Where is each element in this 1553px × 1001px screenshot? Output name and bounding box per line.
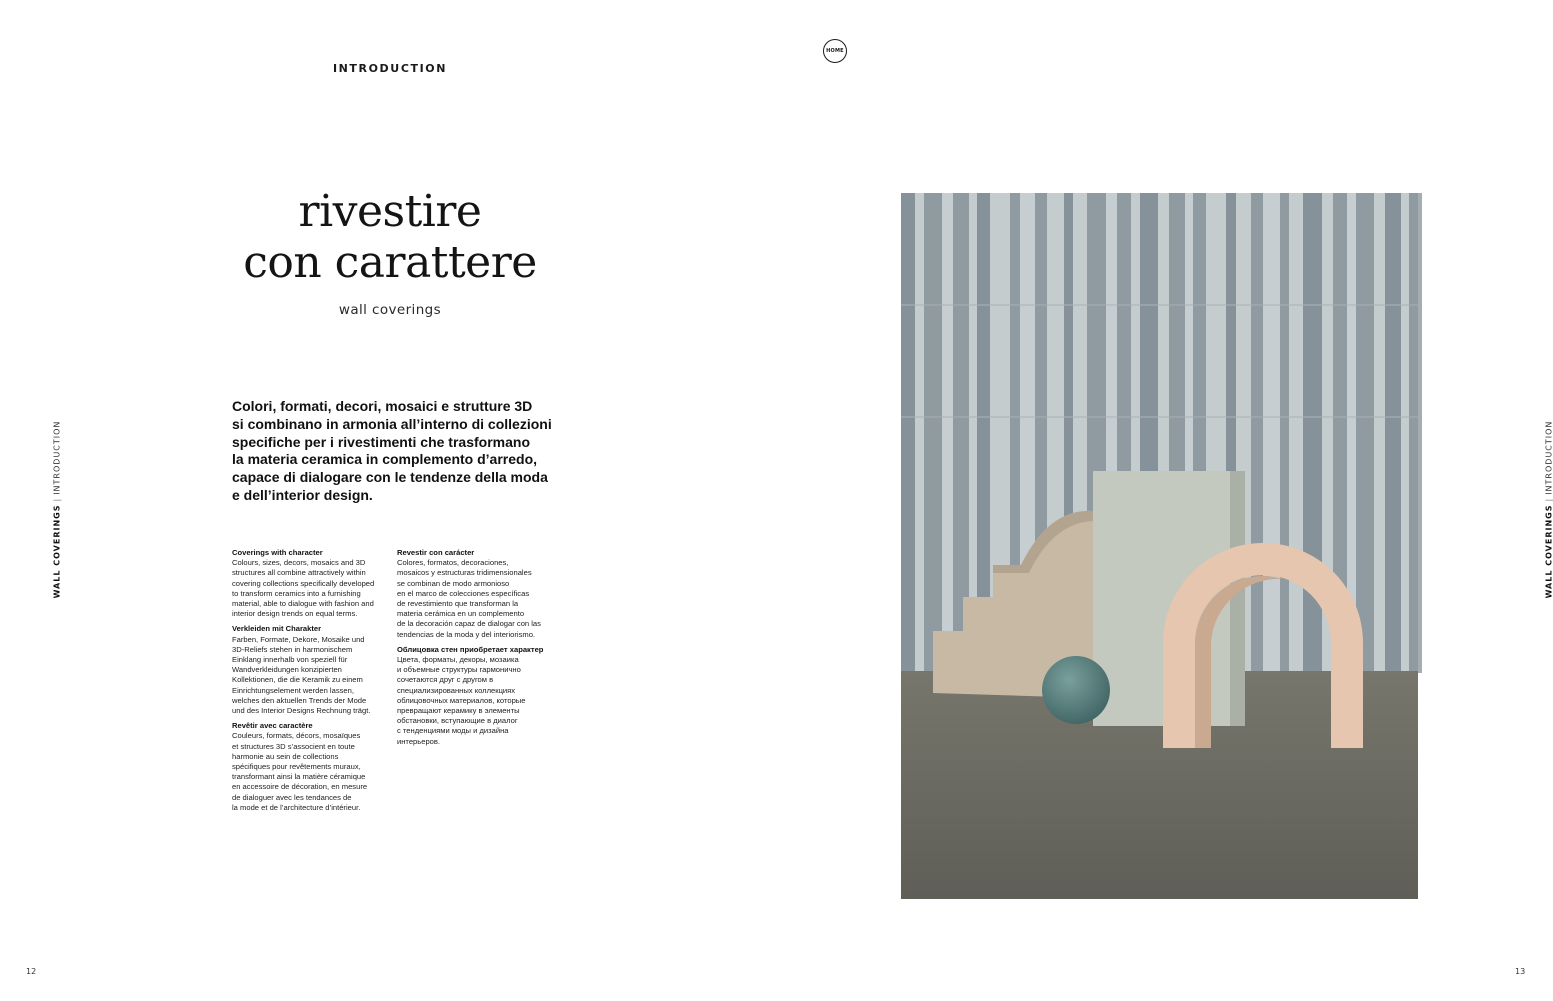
block-line: облицовочных материалов, которые: [397, 695, 526, 705]
page-title: [210, 186, 570, 288]
block-line: Colores, formatos, decoraciones,: [397, 558, 509, 568]
lead-line: si combinano in armonia all’interno di collezioni: [232, 415, 552, 432]
block-line: превращают керамику в элементы: [397, 706, 520, 716]
text-block-english: [232, 548, 392, 619]
wall-stripe: [1280, 193, 1289, 673]
block-line: de dialoguer avec les tendances de: [232, 792, 352, 802]
block-heading: Verkleiden mit Charakter: [232, 624, 322, 634]
pillar-side: [1230, 471, 1245, 726]
wall-stripe: [901, 193, 915, 673]
block-line: Couleurs, formats, décors, mosaïques: [232, 731, 361, 741]
sphere: [1042, 656, 1110, 724]
text-column-left: [232, 548, 392, 818]
page-subtitle: wall coverings: [338, 302, 442, 318]
side-label-right: [1544, 421, 1553, 599]
block-line: welches den aktuellen Trends der Mode: [232, 695, 367, 705]
title-line-1: rivestire: [298, 186, 482, 237]
side-label-separator: |: [1544, 497, 1553, 502]
block-line: с тенденциями моды и дизайна: [397, 726, 509, 736]
wall-stripe: [1356, 193, 1374, 673]
lead-paragraph: [232, 398, 562, 505]
block-line: transformant ainsi la matière céramique: [232, 772, 366, 782]
block-line: harmonie au sein de collections: [232, 751, 339, 761]
block-line: et structures 3D s’associent en toute: [232, 741, 355, 751]
side-label-strong: WALL COVERINGS: [1544, 504, 1553, 599]
wall-stripe: [942, 193, 953, 673]
side-label-light: INTRODUCTION: [52, 420, 62, 495]
block-line: Einklang innerhalb von speziell für: [232, 655, 348, 665]
block-line: tendencias de la moda y del interiorismo.: [397, 629, 536, 639]
product-photo: [901, 193, 1418, 899]
text-block-spanish: [397, 548, 557, 640]
wall-stripe: [1374, 193, 1385, 673]
block-line: Colours, sizes, decors, mosaics and 3D: [232, 558, 366, 568]
page-number-right: 13: [1515, 967, 1526, 976]
wall-stripe: [1289, 193, 1303, 673]
block-line: en el marco de colecciones específicas: [397, 588, 530, 598]
wall-stripe: [1251, 193, 1263, 673]
section-label: INTRODUCTION: [332, 62, 448, 75]
block-line: специализированных коллекциях: [397, 685, 516, 695]
text-block-german: [232, 624, 392, 716]
block-heading: Revêtir avec caractère: [232, 721, 313, 731]
block-line: Farben, Formate, Dekore, Mosaike und: [232, 634, 365, 644]
block-line: structures all combine attractively within: [232, 568, 366, 578]
block-line: interior design trends on equal terms.: [232, 609, 358, 619]
wall-stripe: [924, 193, 942, 673]
lead-line: la materia ceramica in complemento d’arredo,: [232, 451, 538, 468]
block-line: de revestimiento que transforman la: [397, 599, 519, 609]
wall-stripe: [1385, 193, 1401, 673]
block-line: materia cerámica en un complemento: [397, 609, 525, 619]
home-button-label: HOME: [826, 48, 844, 54]
home-button[interactable]: [823, 39, 847, 63]
block-line: Kollektionen, die die Keramik zu einem: [232, 675, 363, 685]
block-line: сочетаются друг с другом в: [397, 675, 494, 685]
block-line: и объемные структуры гармонично: [397, 665, 521, 675]
block-line: und des Interior Designs Rechnung trägt.: [232, 706, 371, 716]
block-heading: Revestir con carácter: [397, 548, 475, 557]
page-number-left: 12: [26, 967, 37, 976]
block-line: se combinan de modo armonioso: [397, 578, 510, 588]
title-line-2: con carattere: [243, 237, 537, 288]
block-heading: Coverings with character: [232, 548, 323, 557]
wall-stripe: [1401, 193, 1409, 673]
lead-line: Colori, formati, decori, mosaici e strutture 3D: [232, 398, 533, 414]
text-block-russian: [397, 645, 557, 747]
side-label-strong: WALL COVERINGS: [52, 504, 62, 599]
side-label-left: [52, 421, 61, 599]
block-line: spécifiques pour revêtements muraux,: [232, 762, 361, 772]
block-line: to transform ceramics into a furnishing: [232, 588, 361, 598]
lead-line: specifiche per i rivestimenti che trasformano: [232, 433, 530, 450]
text-block-french: [232, 721, 392, 813]
block-line: material, able to dialogue with fashion and: [232, 599, 374, 609]
block-line: la mode et de l’architecture d’intérieur.: [232, 802, 361, 812]
wall-stripe: [915, 193, 924, 673]
wall-stripe: [1263, 193, 1280, 673]
block-heading: Облицовка стен приобретает характер: [397, 644, 544, 654]
block-line: обстановки, вступающие в диалог: [397, 716, 518, 726]
block-line: интерьеров.: [397, 736, 441, 746]
block-line: mosaicos y estructuras tridimensionales: [397, 568, 532, 578]
block-line: Wandverkleidungen konzipierten: [232, 665, 342, 675]
block-line: de la decoración capaz de dialogar con las: [397, 619, 541, 629]
block-line: Einrichtungselement werden lassen,: [232, 685, 354, 695]
side-label-light: INTRODUCTION: [1544, 420, 1553, 495]
block-line: 3D-Reliefs stehen in harmonischem: [232, 644, 353, 654]
block-line: Цвета, форматы, декоры, мозаика: [397, 655, 519, 665]
lead-line: e dell’interior design.: [232, 486, 373, 503]
block-line: en accessoire de décoration, en mesure: [232, 782, 368, 792]
text-column-right: [397, 548, 557, 752]
block-line: covering collections specifically developed: [232, 578, 375, 588]
side-label-separator: |: [52, 497, 62, 502]
lead-line: capace di dialogare con le tendenze della moda: [232, 469, 548, 486]
wall-stripe: [1409, 193, 1422, 673]
